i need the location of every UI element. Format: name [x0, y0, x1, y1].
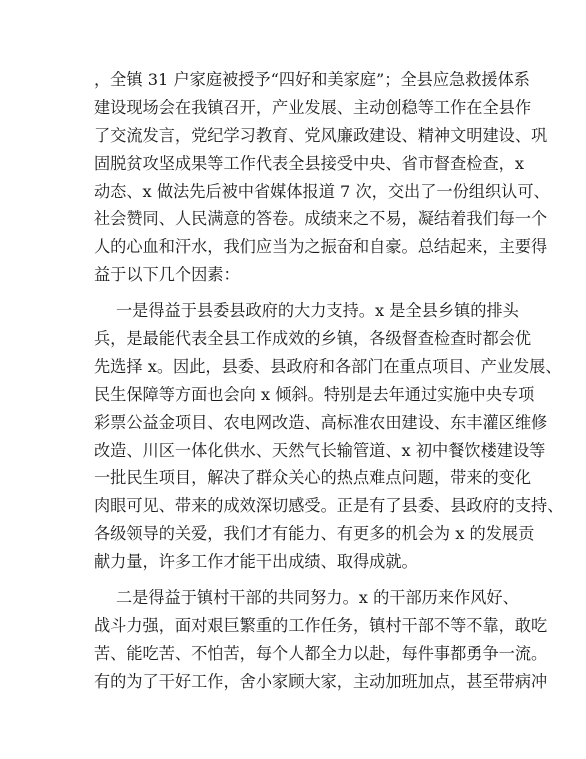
text-line: 有的为了干好工作，舍小家顾大家，主动加班加点，甚至带病冲	[94, 671, 548, 691]
text-line: 一批民生项目，解决了群众关心的热点难点问题，带来的变化	[94, 468, 532, 488]
text-line: 了交流发言，党纪学习教育、党风廉政建设、精神文明建设、巩	[94, 125, 548, 145]
text-line: 兵，是最能代表全县工作成效的乡镇，各级督查检查时都会优	[94, 329, 532, 349]
text-line: ，全镇 31 户家庭被授予“四好和美家庭”；全县应急救援体系	[94, 70, 530, 89]
text-line: 人的心血和汗水，我们应当为之振奋和自豪。总结起来，主要得	[94, 237, 548, 257]
text-line: 改造、川区一体化供水、天然气长输管道、x 初中餐饮楼建设等	[94, 440, 546, 460]
text-line: 固脱贫攻坚成果等工作代表全县接受中央、省市督查检查，x	[94, 153, 525, 173]
text-line: 献力量，许多工作才能干出成绩、取得成就。	[94, 552, 418, 572]
text-line: 益于以下几个因素：	[94, 265, 240, 285]
text-line: 各级领导的关爱，我们才有能力、有更多的机会为 x 的发展贡	[94, 524, 535, 544]
text-line: 肉眼可见、带来的成效深切感受。正是有了县委、县政府的支持、	[94, 496, 564, 516]
text-line: 动态、x 做法先后被中省媒体报道 7 次，交出了一份组织认可、	[94, 181, 550, 201]
text-line: 战斗力强，面对艰巨繁重的工作任务，镇村干部不等不靠，敢吃	[94, 615, 548, 635]
paragraph-first-line: 二是得益于镇村干部的共同努力。x 的干部历来作风好、	[116, 588, 519, 608]
text-line: 苦、能吃苦、不怕苦，每个人都全力以赴，每件事都勇争一流。	[94, 643, 548, 663]
text-line: 先选择 x。因此，县委、县政府和各部门在重点项目、产业发展、	[94, 356, 562, 376]
text-line: 民生保障等方面也会向 x 倾斜。特别是去年通过实施中央专项	[94, 384, 535, 404]
text-line: 社会赞同、人民满意的答卷。成绩来之不易，凝结着我们每一个	[94, 209, 548, 229]
text-line: 彩票公益金项目、农电网改造、高标准农田建设、东丰灌区维修	[94, 412, 548, 432]
paragraph-first-line: 一是得益于县委县政府的大力支持。x 是全县乡镇的排头	[116, 301, 519, 321]
body-text	[94, 66, 564, 696]
text-line: 建设现场会在我镇召开，产业发展、主动创稳等工作在全县作	[94, 97, 532, 117]
